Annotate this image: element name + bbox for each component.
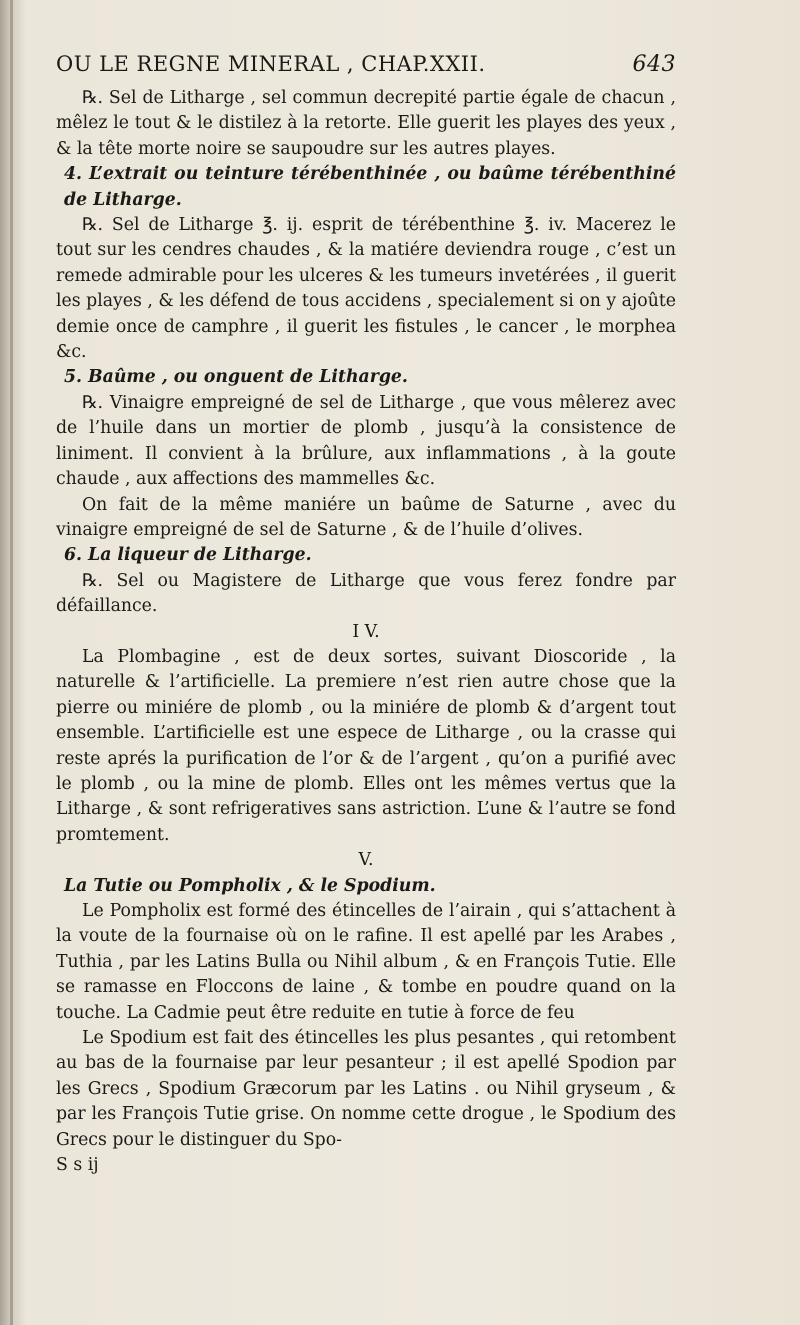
section-number: I V. — [352, 621, 380, 642]
subheading: 5. Baûme , ou onguent de Litharge. — [64, 367, 408, 388]
body-text — [56, 86, 676, 1178]
signature-mark: S s ij — [56, 1155, 99, 1176]
paragraph: Le Pompholix est formé des étincelles de l’airain , qui s’attachent à la voute de la fournaise où on le rafine. Il est apellé par les Arabes , Tuthia , par les Latins Bulla ou Nihil album , & en François Tutie. Elle se ramasse en Floccons de laine , & tombe en poudre quand on la touche. La Cadmie peut être reduite en tutie à force de feu — [56, 901, 676, 1023]
paragraph: ℞. Vinaigre empreigné de sel de Litharge , que vous mêlerez avec de l’huile dans un mortier de plomb , jusqu’à la consistence de liniment. Il convient à la brûlure, aux inflammations , à la goute chaude , aux affections des mammelles &c. — [56, 392, 676, 490]
paragraph: La Plombagine , est de deux sortes, suivant Dioscoride , la naturelle & l’artificielle. La premiere n’est rien autre chose que la pierre ou miniére de plomb , ou la miniére de plomb & d’argent tout ensemble. L’artificielle est une espece de Litharge , ou la crasse qui reste aprés la purification de l’or & de l’argent , qu’on a purifié avec le plomb , ou la mine de plomb. Elles ont les mêmes vertus que la Litharge , & sont refrigeratives sans astriction. L’une & l’autre se fond promtement. — [56, 646, 676, 845]
paragraph: On fait de la même maniére un baûme de Saturne , avec du vinaigre empreigné de sel de Saturne , & de l’huile d’olives. — [56, 494, 676, 540]
running-header — [56, 52, 676, 86]
page-number: 643 — [632, 52, 676, 77]
paragraph: Le Spodium est fait des étincelles les plus pesantes , qui retombent au bas de la fournaise par leur pesanteur ; il est apellé Spodion par les Grecs , Spodium Græcorum par les Latins . ou Nihil gryseum , & par les François Tutie grise. On nomme cette drogue , le Spodium des Grecs pour le distinguer du Spo- — [56, 1028, 676, 1150]
paragraph: ℞. Sel de Litharge , sel commun decrepité partie égale de chacun , mêlez le tout & le distilez à la retorte. Elle guerit les playes des yeux , & la tête morte noire se saupoudre sur les autres playes. — [56, 88, 676, 159]
subheading: La Tutie ou Pompholix , & le Spodium. — [64, 875, 436, 896]
subheading: 6. La liqueur de Litharge. — [64, 545, 312, 566]
section-number: V. — [358, 850, 374, 871]
binding-edge — [10, 0, 13, 1325]
book-page — [56, 52, 676, 1178]
paragraph: ℞. Sel ou Magistere de Litharge que vous ferez fondre par défaillance. — [56, 570, 676, 617]
paragraph: ℞. Sel de Litharge ℥. ij. esprit de térébenthine ℥. iv. Macerez le tout sur les cendres chaudes , & la matiére deviendra rouge , c’est un remede admirable pour les ulceres & les tumeurs invetérées , il guerit les playes , & les défend de tous accidens , specialement si on y ajoûte demie once de camphre , il guerit les fistules , le cancer , le morphea &c. — [56, 215, 676, 363]
subheading: 4. L’extrait ou teinture térébenthinée , ou baûme térébenthiné de Litharge. — [64, 164, 676, 210]
running-title: OU LE REGNE MINERAL , CHAP.XXII. — [56, 52, 486, 76]
